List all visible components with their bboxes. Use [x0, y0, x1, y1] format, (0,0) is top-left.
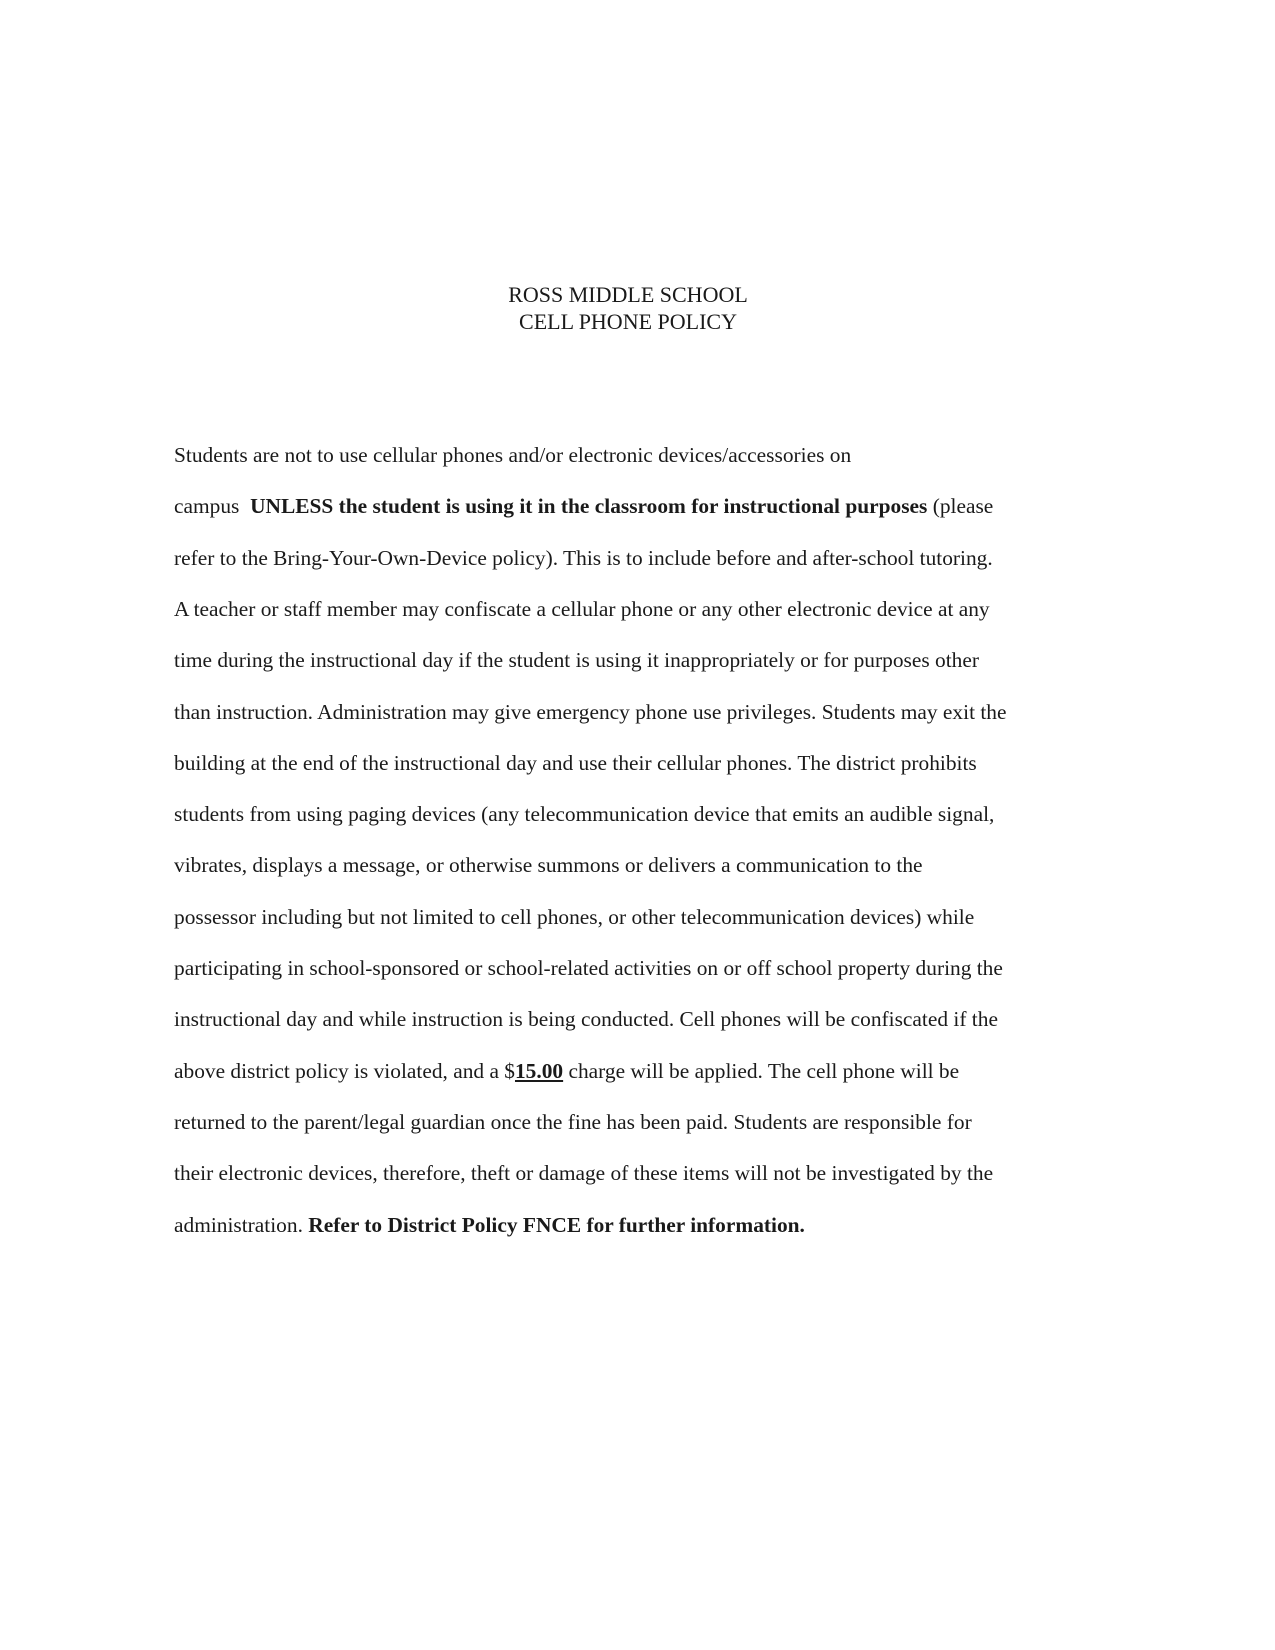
district-policy-reference: Refer to District Policy FNCE for further information.: [308, 1212, 805, 1237]
title-line-school: ROSS MIDDLE SCHOOL: [508, 282, 748, 307]
body-line-14: returned to the parent/legal guardian once the fine has been paid. Students are responsible for: [174, 1109, 972, 1134]
body-line-3: refer to the Bring-Your-Own-Device policy). This is to include before and after-school tutoring.: [174, 545, 993, 570]
body-line-4: A teacher or staff member may confiscate a cellular phone or any other electronic device at any: [174, 596, 990, 621]
body-line-16-text: administration.: [174, 1212, 309, 1237]
body-line-13-text: above district policy is violated, and a $: [174, 1058, 515, 1083]
fine-amount: 15.00: [514, 1058, 564, 1083]
body-line-12: instructional day and while instruction is being conducted. Cell phones will be confiscated if the: [174, 1007, 998, 1032]
body-line-16: [174, 1211, 805, 1239]
body-line-7: building at the end of the instructional day and use their cellular phones. The district prohibits: [174, 750, 977, 775]
body-line-1: Students are not to use cellular phones and/or electronic devices/accessories on: [174, 443, 852, 467]
body-line-9: vibrates, displays a message, or otherwise summons or delivers a communication to the: [174, 853, 923, 878]
body-line-2: [174, 492, 993, 520]
unless-emphasis: UNLESS the student is using it in the classroom for instructional purposes: [250, 494, 928, 519]
body-line-11: participating in school-sponsored or school-related activities on or off school property during the: [174, 956, 1003, 980]
body-line-8: students from using paging devices (any telecommunication device that emits an audible signal,: [174, 802, 995, 827]
body-line-10: possessor including but not limited to cell phones, or other telecommunication devices) while: [174, 904, 975, 929]
body-line-6: than instruction. Administration may give emergency phone use privileges. Students may exit the: [174, 699, 1007, 724]
body-line-2-tail: (please: [927, 494, 994, 519]
body-line-13: [174, 1057, 959, 1085]
body-line-15: their electronic devices, therefore, theft or damage of these items will not be investigated by the: [174, 1161, 994, 1186]
title-line-policy: CELL PHONE POLICY: [519, 309, 737, 334]
body-line-2-text: campus: [174, 494, 245, 519]
body-line-13-tail: charge will be applied. The cell phone will be: [563, 1058, 960, 1083]
document-title: [0, 281, 1256, 335]
body-line-5: time during the instructional day if the student is using it inappropriately or for purposes other: [174, 648, 979, 673]
